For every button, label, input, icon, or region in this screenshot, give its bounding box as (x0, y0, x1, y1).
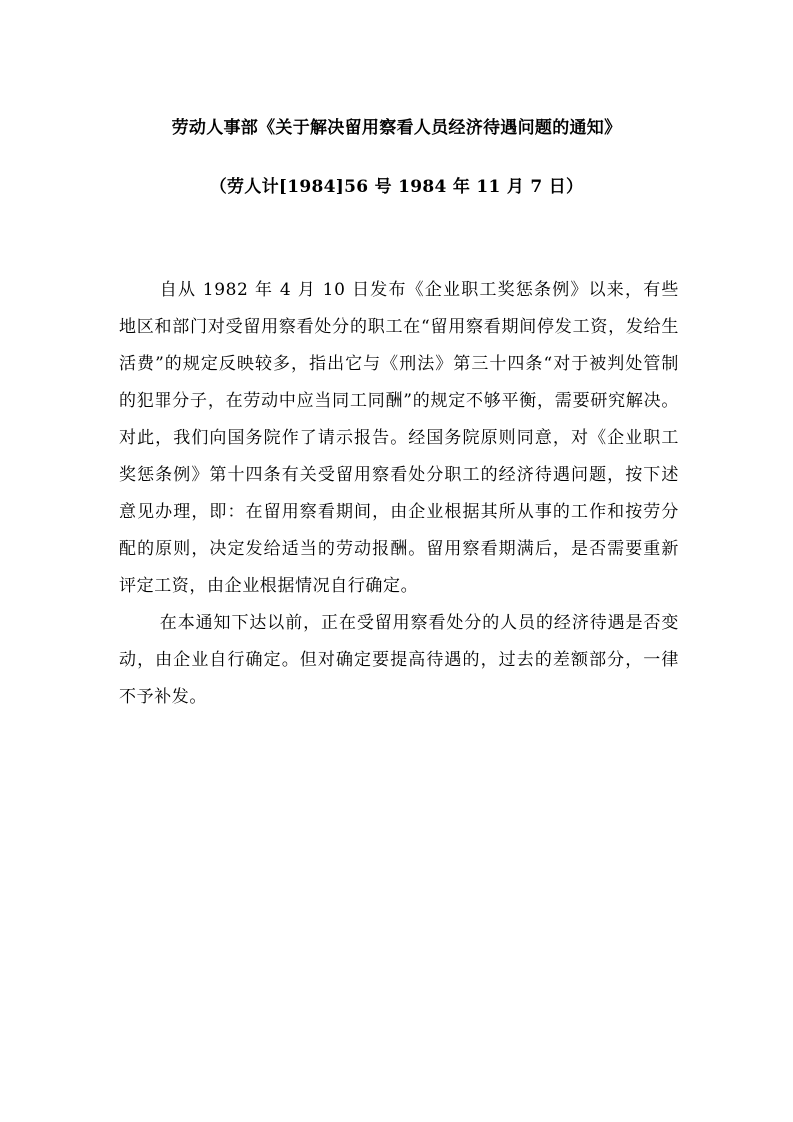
paragraph-1: 自从 1982 年 4 月 10 日发布《企业职工奖惩条例》以来，有些地区和部门对受留用察看处分的职工在“留用察看期间停发工资，发给生活费”的规定反映较多，指出它与《刑法》第三十四条“对于被判处管制的犯罪分子，在劳动中应当同工同酬”的规定不够平衡，需要研究解决。对此，我们向国务院作了请示报告。经国务院原则同意，对《企业职工奖惩条例》第十四条有关受留用察看处分职工的经济待遇问题，按下述意见办理，即：在留用察看期间，由企业根据其所从事的工作和按劳分配的原则，决定发给适当的劳动报酬。留用察看期满后，是否需要重新评定工资，由企业根据情况自行确定。 (119, 280, 679, 596)
paragraph-2: 在本通知下达以前，正在受留用察看处分的人员的经济待遇是否变动，由企业自行确定。但对确定要提高待遇的，过去的差额部分，一律不予补发。 (119, 613, 679, 707)
document-subtitle: （劳人计[1984]56 号 1984 年 11 月 7 日） (209, 177, 584, 197)
document-body (119, 272, 679, 716)
document-title: 劳动人事部《关于解决留用察看人员经济待遇问题的通知》 (171, 118, 622, 138)
